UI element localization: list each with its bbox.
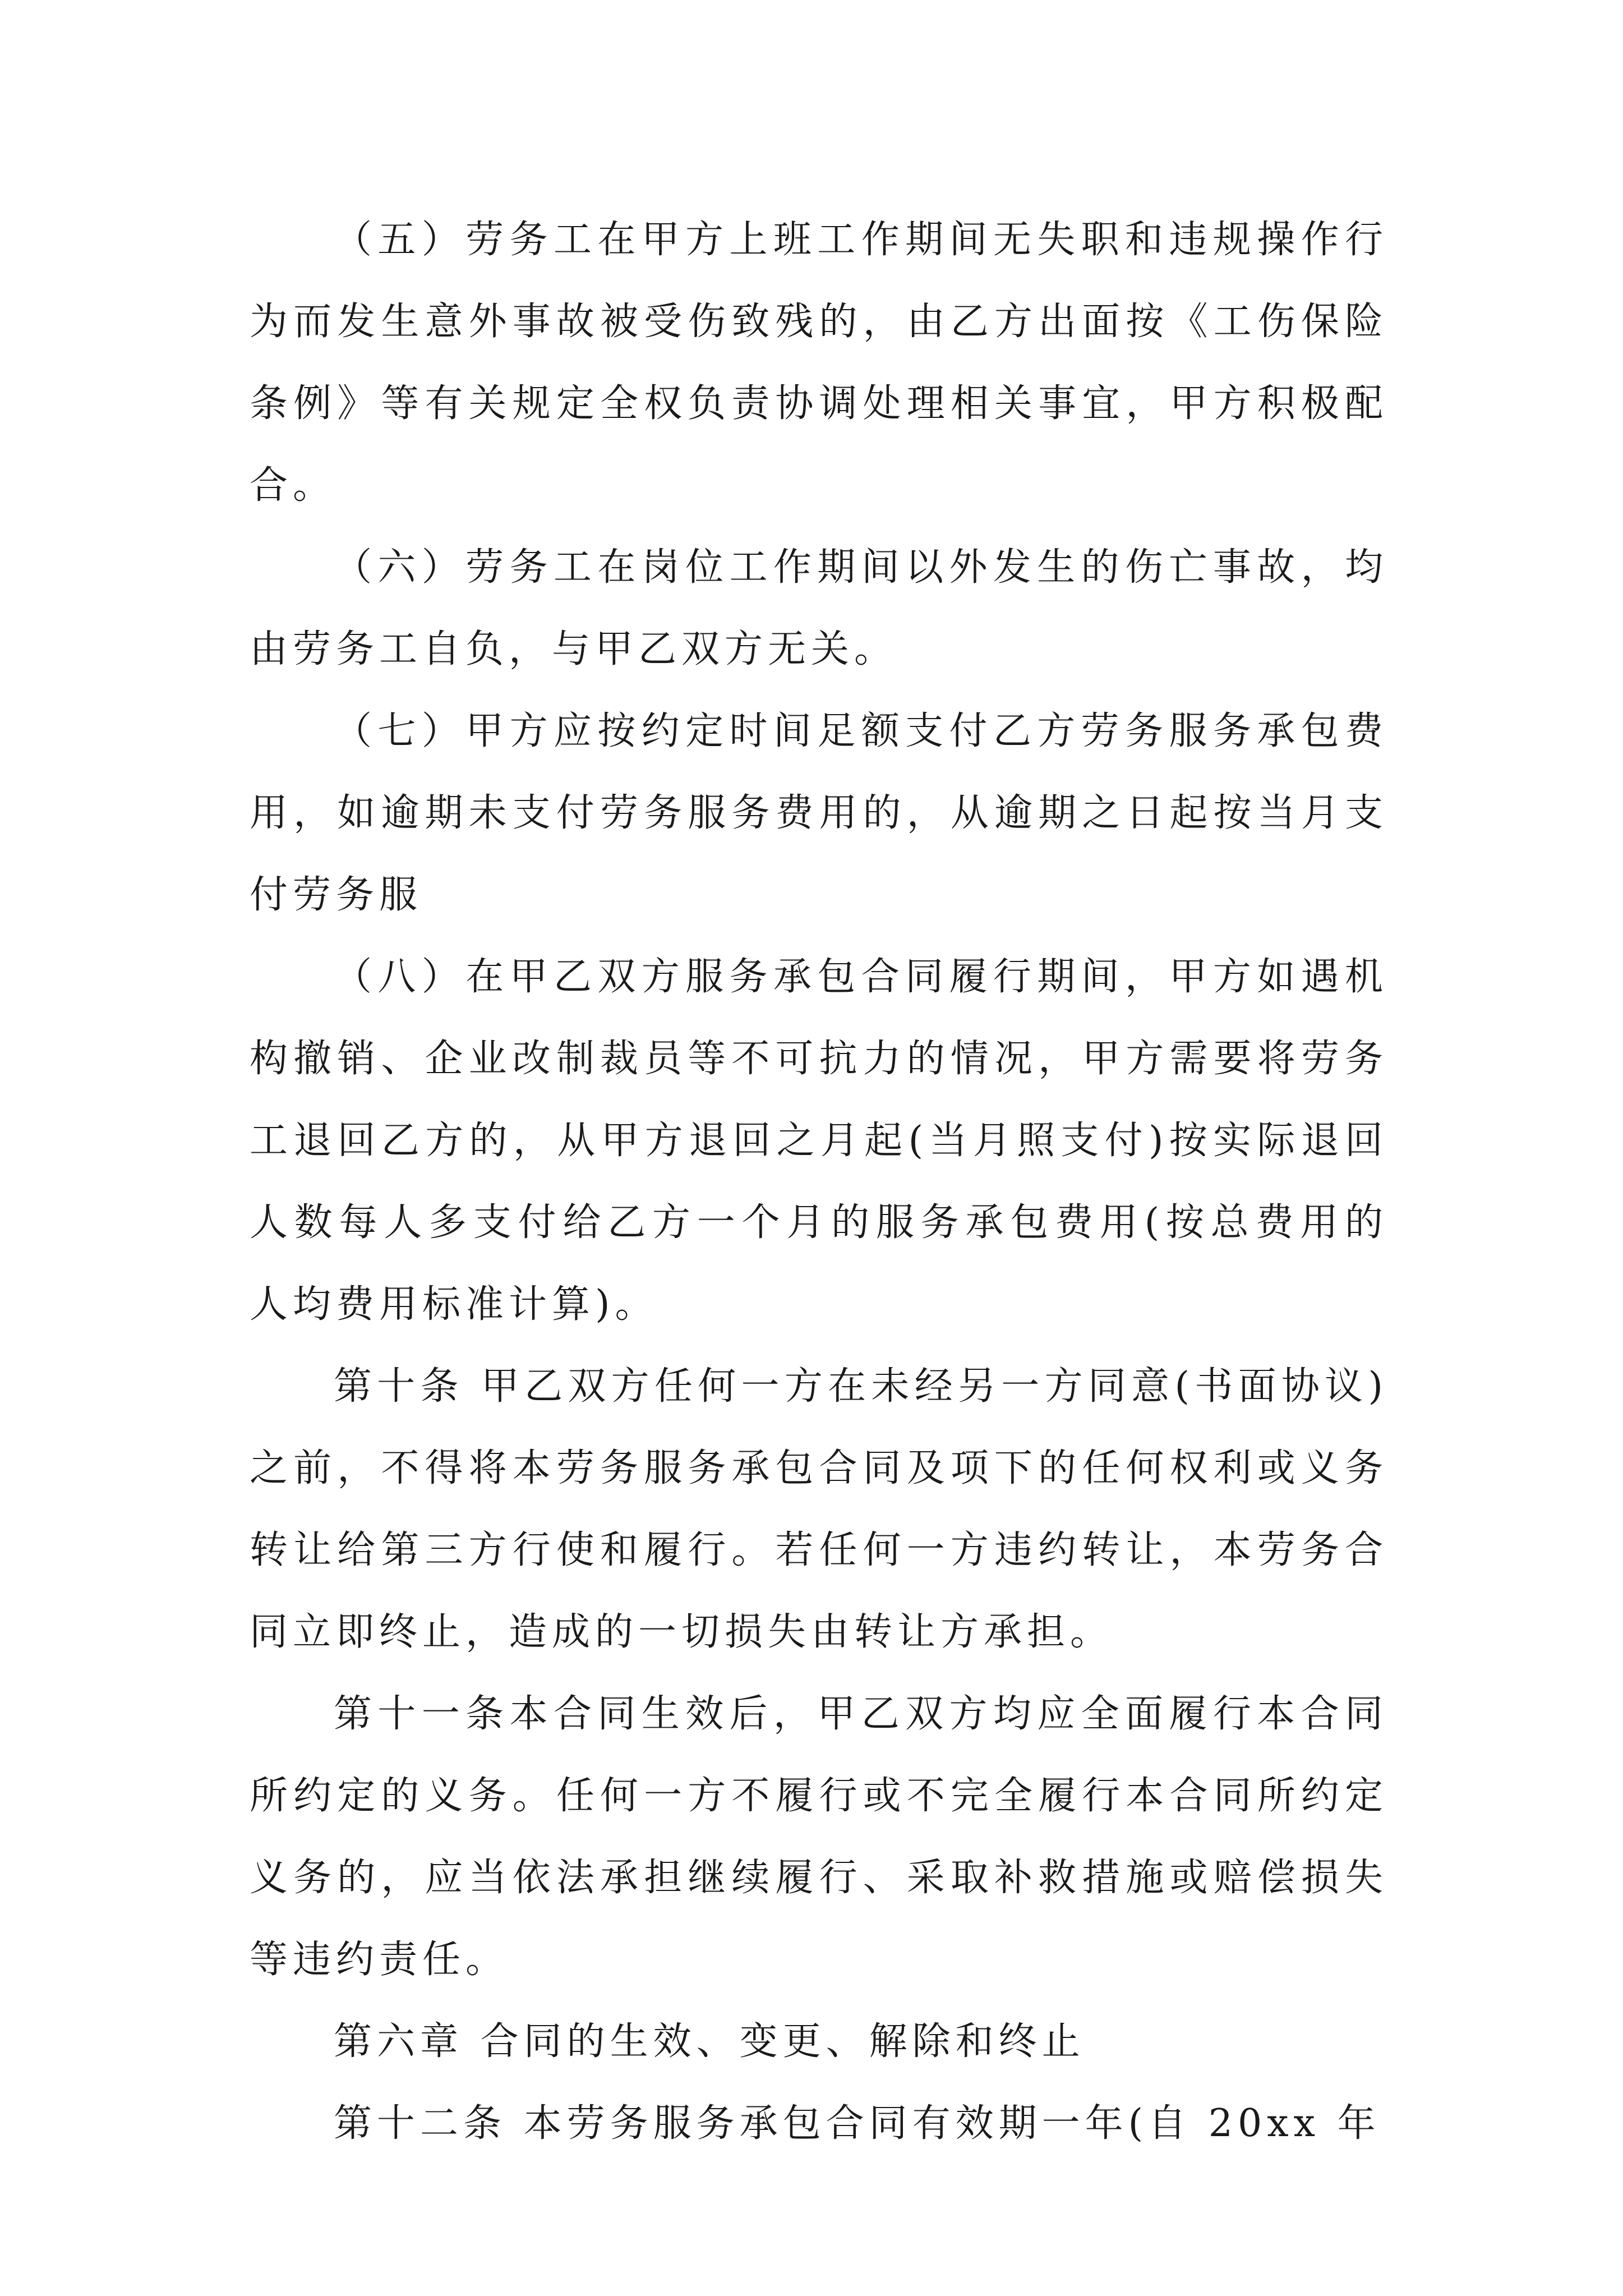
- paragraph-clause-6: （六）劳务工在岗位工作期间以外发生的伤亡事故，均由劳务工自负，与甲乙双方无关。: [250, 545, 1388, 671]
- document-body: [250, 199, 1388, 2165]
- chapter-heading-6: 第六章 合同的生效、变更、解除和终止: [334, 2019, 1085, 2064]
- paragraph-clause-8: （八）在甲乙双方服务承包合同履行期间，甲方如遇机构撤销、企业改制裁员等不可抗力的情况，甲方需要将劳务工退回乙方的，从甲方退回之月起(当月照支付)按实际退回人数每人多支付给乙方一个月的服务承包费用(按总费用的人均费用标准计算)。: [250, 955, 1388, 1327]
- paragraph-article-11: 第十一条本合同生效后，甲乙双方均应全面履行本合同所约定的义务。任何一方不履行或不完全履行本合同所约定义务的，应当依法承担继续履行、采取补救措施或赔偿损失等违约责任。: [250, 1692, 1388, 1982]
- paragraph-clause-5: （五）劳务工在甲方上班工作期间无失职和违规操作行为而发生意外事故被受伤致残的，由乙方出面按《工伤保险条例》等有关规定全权负责协调处理相关事宜，甲方积极配合。: [250, 218, 1388, 508]
- paragraph-article-12: 第十二条 本劳务服务承包合同有效期一年(自 20xx 年: [334, 2101, 1381, 2146]
- paragraph-clause-7: （七）甲方应按约定时间足额支付乙方劳务服务承包费用，如逾期未支付劳务服务费用的，从逾期之日起按当月支付劳务服: [250, 709, 1388, 917]
- paragraph-article-10: 第十条 甲乙双方任何一方在未经另一方同意(书面协议)之前，不得将本劳务服务承包合同及项下的任何权利或义务转让给第三方行使和履行。若任何一方违约转让，本劳务合同立即终止，造成的一切损失由转让方承担。: [250, 1364, 1388, 1654]
